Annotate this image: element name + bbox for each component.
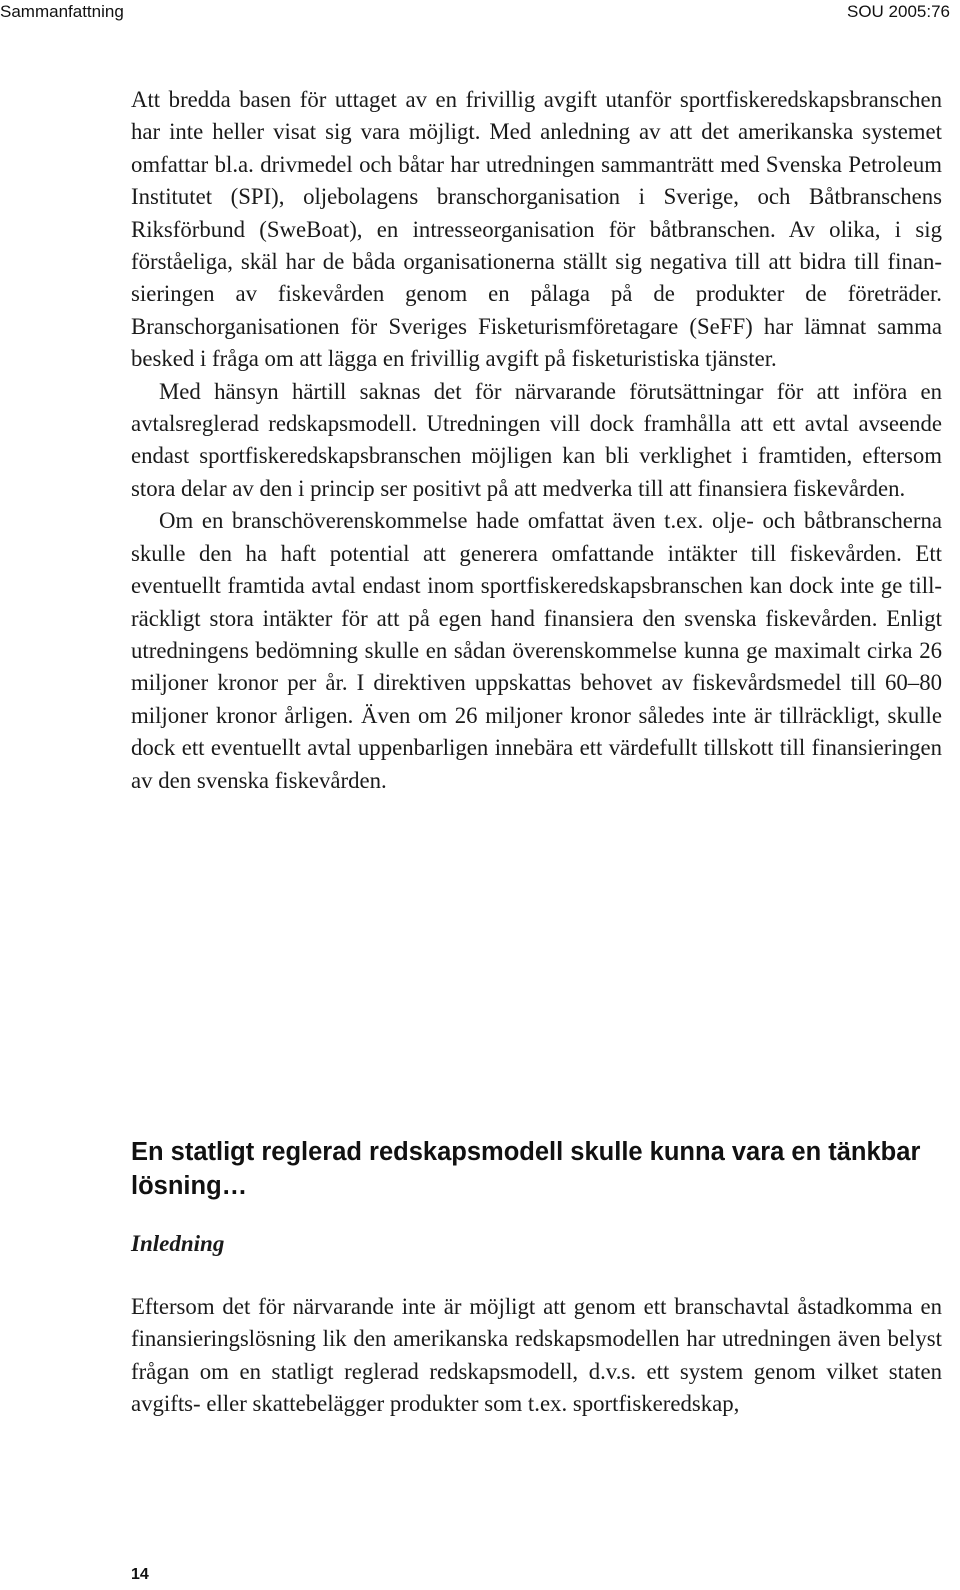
paragraph: Om en branschöverenskommelse hade omfattat även t.ex. olje- och båtbranscherna skulle den ha haft potential att generera omfattande intäkter till fiskevården. Ett eventuellt framtida avtal endast inom sportfiskeredskapsbranschen kan dock inte ge tillräckligt stora intäkter för att på egen hand finansiera den svenska fiskevården. Enligt utredningens bedömning skulle en sådan överenskommelse kunna ge maximalt cirka 26 miljoner kronor per år. I direktiven uppskattas behovet av fiskevårdsmedel till 60–80 miljoner kronor årligen. Även om 26 miljoner kronor således inte är tillräckligt, skulle dock ett eventuellt avtal uppenbarligen innebära ett värdefullt tillskott till finansieringen av den svenska fiskevården. <box>131 508 942 793</box>
page-number: 14 <box>131 1566 149 1583</box>
section-paragraph: Eftersom det för närvarande inte är möjligt att genom ett branschavtal åstadkomma en finansieringslösning lik den amerikanska redskapsmodellen har utredningen även belyst frågan om en statligt reglerad redskapsmodell, d.v.s. ett system genom vilket staten avgifts- eller skattebelägger produkter som t.ex. sportfiskeredskap, <box>131 1294 942 1417</box>
header-section-title: Sammanfattning <box>0 2 124 21</box>
paragraph: Att bredda basen för uttaget av en frivillig avgift utanför sportfiskeredskapsbranschen har inte heller visat sig vara möjligt. Med anledning av att det amerikanska systemet omfattar bl.a. drivmedel och båtar har utredningen sammanträtt med Svenska Petroleum Institutet (SPI), oljebolagens branschorganisation i Sverige, och Båtbranschens Riksförbund (SweBoat), en intresseorganisation för båtbranschen. Av olika, i sig förståeliga, skäl har de båda organisationerna ställt sig negativa till att bidra till finansieringen av fiskevården genom en pålaga på de produkter de företräder. Branschorganisationen för Sveriges Fisketurismföretagare (SeFF) har lämnat samma besked i fråga om att lägga en frivillig avgift på fisketuristiska tjänster. <box>131 87 942 372</box>
paragraph: Med hänsyn härtill saknas det för närvarande förutsättningar för att införa en avtalsreglerad redskapsmodell. Utredningen vill dock framhålla att ett avtal avseende endast sportfiskeredskapsbranschen möjligen kan bli verklighet i framtiden, eftersom stora delar av den i princip ser positivt på att medverka till att finansiera fiskevården. <box>131 378 942 501</box>
section-heading: En statligt reglerad redskapsmodell skulle kunna vara en tänkbar lösning… <box>131 1138 921 1200</box>
header-report-id: SOU 2005:76 <box>846 2 950 21</box>
section-subheading: Inledning <box>131 1231 225 1256</box>
page-header <box>0 0 960 26</box>
body-text <box>131 84 942 797</box>
